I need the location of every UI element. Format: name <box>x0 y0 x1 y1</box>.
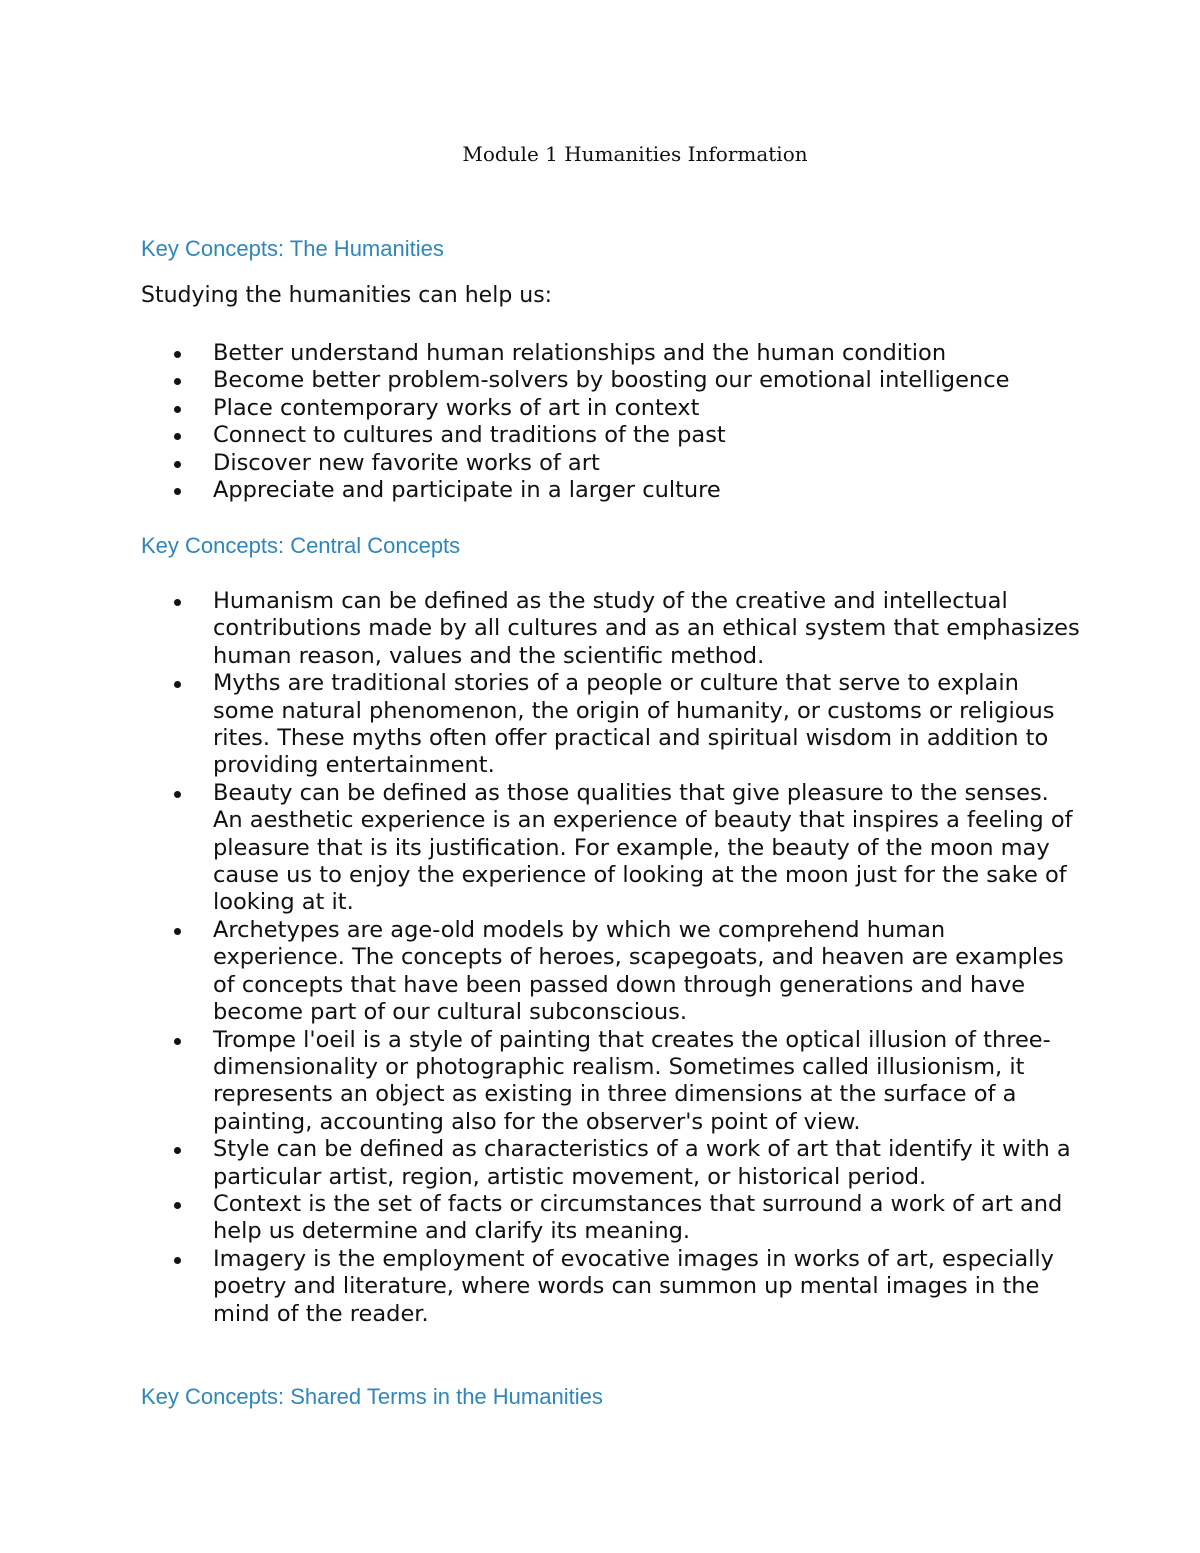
list-item: Myths are traditional stories of a people or culture that serve to explain some natural phenomenon, the origin of humanity, or customs or religious rites. These myths often offer practical and spiritual wisdom in addition to providing entertainment. <box>141 670 1081 780</box>
central-concepts-list <box>141 588 1081 1328</box>
list-item: Archetypes are age-old models by which we comprehend human experience. The concepts of heroes, scapegoats, and heaven are examples of concepts that have been passed down through generations and have become part of our cultural subconscious. <box>141 917 1081 1027</box>
document-title: Module 1 Humanities Information <box>462 142 808 166</box>
list-item: Become better problem-solvers by boosting our emotional intelligence <box>141 367 1081 394</box>
section-heading-shared-terms: Key Concepts: Shared Terms in the Humanities <box>141 1384 603 1409</box>
list-item: Discover new favorite works of art <box>141 450 1081 477</box>
section-intro: Studying the humanities can help us: <box>141 283 553 308</box>
list-item: Appreciate and participate in a larger culture <box>141 477 1081 504</box>
list-item: Style can be defined as characteristics of a work of art that identify it with a particular artist, region, artistic movement, or historical period. <box>141 1136 1081 1191</box>
list-item: Imagery is the employment of evocative images in works of art, especially poetry and literature, where words can summon up mental images in the mind of the reader. <box>141 1246 1081 1328</box>
humanities-benefits-list <box>141 340 1081 504</box>
section-heading-humanities: Key Concepts: The Humanities <box>141 236 444 261</box>
list-item: Humanism can be defined as the study of the creative and intellectual contributions made by all cultures and as an ethical system that emphasizes human reason, values and the scientific method. <box>141 588 1081 670</box>
list-item: Trompe l'oeil is a style of painting that creates the optical illusion of three-dimensionality or photographic realism. Sometimes called illusionism, it represents an object as existing in three dimensions at the surface of a painting, accounting also for the observer's point of view. <box>141 1027 1081 1137</box>
list-item: Connect to cultures and traditions of the past <box>141 422 1081 449</box>
list-item: Place contemporary works of art in context <box>141 395 1081 422</box>
list-item: Context is the set of facts or circumstances that surround a work of art and help us determine and clarify its meaning. <box>141 1191 1081 1246</box>
section-heading-central-concepts: Key Concepts: Central Concepts <box>141 533 461 558</box>
list-item: Better understand human relationships and the human condition <box>141 340 1081 367</box>
list-item: Beauty can be defined as those qualities that give pleasure to the senses. An aesthetic experience is an experience of beauty that inspires a feeling of pleasure that is its justification. For example, the beauty of the moon may cause us to enjoy the experience of looking at the moon just for the sake of looking at it. <box>141 780 1081 917</box>
